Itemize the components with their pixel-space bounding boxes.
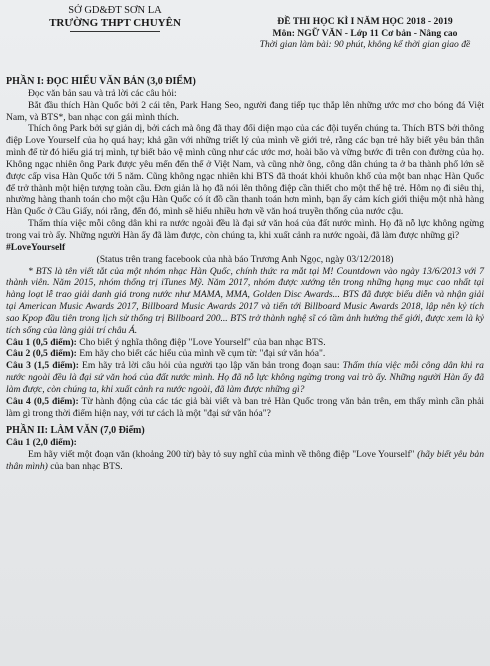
question-1 [6, 337, 484, 349]
hashtag: #LoveYourself [6, 241, 66, 253]
part1-heading: PHẦN I: ĐỌC HIỂU VĂN BẢN (3,0 ĐIỂM) [6, 76, 196, 87]
part2-heading: PHẦN II: LÀM VĂN (7,0 Điểm) [6, 425, 145, 437]
question-text: Cho biết ý nghĩa thông điệp "Love Yourself" của ban nhạc BTS. [76, 336, 326, 348]
passage-paragraph-2: Thích ông Park bởi sự giản dị, bởi cách mà ông đã thay đổi diện mạo của các đội tuyển chúng ta. Thích BTS bởi thông điệp Love Yourself của họ quá hay; khả gần với những triết lý của mình về giới trẻ, rằng các bạn trẻ hãy biết yêu bản thân mình để từ đó hiểu giá trị mình, tự biết bảo vệ mình cũng như các ước mơ, hoài bão và vững bước đi trên con đường của họ. Không ngạc nhiên ông Park được yêu mến đến thế ở Việt Nam, và cũng nhờ ông, công dân chúng ta ở ba thành phố lớn sẽ được cấp visa Hàn Quốc tới 5 năm. Cũng không ngạc nhiên khi BTS đã thoát khỏi khuôn khổ của một ban nhạc Hàn Quốc để trở thành một hiện tượng toàn cầu. Đơn giản là họ đã nói lên thông điệp cần thiết cho một thế hệ trẻ. Hôm nọ đi siêu thị, nhường hàng thanh toán cho một cậu Hàn Quốc có ít đồ cần thanh toán hơn mình, bạn ấy cảm kích giới thiệu một nhà hàng Hàn Quốc ở Cầu Giấy, nói rằng, đến đó, mình sẽ hiểu nhiều hơn về văn hoá truyền thống của nước cậu. [6, 123, 484, 218]
question-label: Câu 2 (0,5 điểm): [6, 348, 77, 360]
passage-source: (Status trên trang facebook của nhà báo Trương Anh Ngọc, ngày 03/12/2018) [96, 253, 394, 265]
question-2 [6, 348, 484, 360]
question-text: Em hãy viết một đoạn văn (khoảng 200 từ) bày tỏ suy nghĩ của mình về thông điệp "Love Yourself" [28, 449, 418, 461]
exam-title: ĐỀ THI HỌC KÌ I NĂM HỌC 2018 - 2019 [277, 16, 453, 27]
question-italic: (hãy biết yêu bản thân mình) [6, 449, 484, 472]
question-3 [6, 360, 484, 396]
exam-time: Thời gian làm bài: 90 phút, không kể thời gian giao đề [259, 39, 471, 50]
footnote: * BTS là tên viết tắt của một nhóm nhạc Hàn Quốc, chính thức ra mắt tại M! Countdown vào ngày 13/6/2013 với 7 thành viên. Năm 2015, nhóm thống trị iTunes Mỹ. Năm 2017, nhóm được xướng tên trong những hạng mục cao nhất tại hàng loạt lễ trao giải danh giá trong nước như MAMA, MMA, Golden Disc Awards... BTS đã được biểu diễn và nhận giải tại American Music Awards 2017, Billboard Music Awards 2017 và tiến tới Billboard Music Awards 2018, lập nên kỷ tích sao Kpop đầu tiên trong lịch sử thống trị Billboard 200... BTS trở thành nghệ sĩ có tầm ảnh hưởng thế giới, được xem là kỷ tích sống của làng giải trí châu Á. [6, 265, 484, 336]
question-text: Em hãy cho biết các hiểu của mình về cụm từ: "đại sứ văn hóa". [76, 348, 326, 360]
question-text: Em hãy trả lời câu hỏi của người tạo lập văn bản trong đoạn sau: [78, 360, 343, 372]
school-name: TRƯỜNG THPT CHUYÊN [49, 17, 181, 29]
exam-subject: Môn: NGỮ VĂN - Lớp 11 Cơ bản - Nâng cao [272, 27, 458, 39]
header-rule [70, 31, 160, 32]
question-label: Câu 1 (0,5 điểm): [6, 336, 77, 348]
passage-paragraph-3: Thẩm thía việc mỗi công dân khi ra nước ngoài đều là đại sứ văn hoá của đất nước mình. Họ đã nỗ lực không ngừng trong vai trò ấy. Những người Hàn ấy đã làm được, còn chúng ta, khi xuất cảnh ra nước ngoài, đã làm được những gì? [6, 218, 484, 241]
passage-paragraph-1: Bắt đầu thích Hàn Quốc bởi 2 cái tên, Park Hang Seo, người đang tiếp tục thắp lên những ước mơ cho bóng đá Việt Nam, và BTS*, ban nhạc con gái mình thích. [6, 99, 484, 123]
department-name: SỞ GD&ĐT SƠN LA [68, 5, 162, 16]
part2-question-1 [6, 449, 484, 473]
part2-question-1-label: Câu 1 (2,0 điểm): [6, 437, 77, 449]
header-right [245, 16, 485, 51]
question-quote: Thấm thía việc mỗi công dân khi ra nước ngoài đều là đại sứ văn hoá của đất nước mình. Họ đã nỗ lực không ngừng trong vai trò ấy. Những người Hàn ấy đã làm được, còn chúng ta, khi xuất cảnh ra nước ngoài, đã làm được những gì? [6, 360, 484, 395]
question-label: Câu 4 (0,5 điểm): [6, 395, 79, 407]
header-left [20, 4, 210, 32]
question-end: của ban nhạc BTS. [47, 461, 123, 472]
question-4 [6, 396, 484, 420]
exam-body [6, 74, 484, 473]
question-text: Từ hành động của các tác giả bài viết và ban trẻ Hàn Quốc trong văn bản trên, em thấy mình cần phải làm gì trong thời điểm hiện nay, với tư cách là một "đại sứ văn hóa"? [6, 395, 484, 419]
question-label: Câu 3 (1,5 điểm): [6, 360, 79, 372]
part1-instruction: Đọc văn bản sau và trả lời các câu hỏi: [28, 87, 177, 99]
